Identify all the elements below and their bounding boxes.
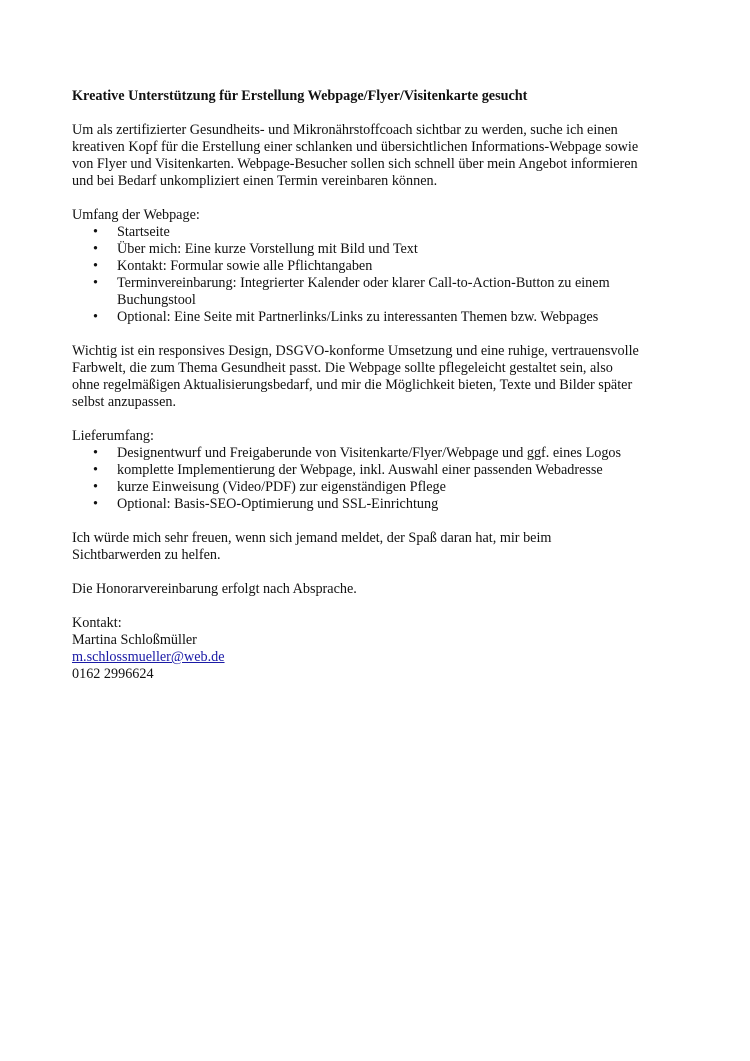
bullet-icon: • bbox=[93, 445, 98, 461]
delivery-heading: Lieferumfang: bbox=[72, 428, 154, 444]
intro-line: von Flyer und Visitenkarten. Webpage-Besucher sollen sich schnell über mein Angebot informieren bbox=[72, 156, 638, 172]
list-item bbox=[72, 479, 682, 496]
list-item bbox=[72, 258, 682, 275]
list-item bbox=[72, 462, 682, 479]
list-item bbox=[72, 309, 682, 326]
intro-line: Um als zertifizierter Gesundheits- und Mikronährstoffcoach sichtbar zu werden, suche ich einen bbox=[72, 122, 618, 138]
bullet-icon: • bbox=[93, 479, 98, 495]
list-item-text: komplette Implementierung der Webpage, inkl. Auswahl einer passenden Webadresse bbox=[117, 462, 603, 478]
list-item-text: Über mich: Eine kurze Vorstellung mit Bild und Text bbox=[117, 241, 418, 257]
list-item-text: Optional: Basis-SEO-Optimierung und SSL-Einrichtung bbox=[117, 496, 439, 512]
closing-paragraph bbox=[72, 530, 682, 564]
bullet-icon: • bbox=[93, 309, 98, 325]
list-item-text: Designentwurf und Freigaberunde von Visitenkarte/Flyer/Webpage und ggf. eines Logos bbox=[117, 445, 622, 461]
bullet-icon: • bbox=[93, 241, 98, 257]
design-line: ohne regelmäßigen Aktualisierungsbedarf, und mir die Möglichkeit bieten, Texte und Bilder später bbox=[72, 377, 633, 393]
list-item-text-continuation: Buchungstool bbox=[117, 292, 196, 308]
list-item bbox=[72, 224, 682, 241]
closing-line: Ich würde mich sehr freuen, wenn sich jemand meldet, der Spaß daran hat, mir beim bbox=[72, 530, 552, 546]
contact-heading: Kontakt: bbox=[72, 615, 122, 631]
design-line: Farbwelt, die zum Thema Gesundheit passt. Die Webpage sollte pflegeleicht gestaltet sein, also bbox=[72, 360, 613, 376]
scope-list bbox=[72, 224, 682, 326]
design-paragraph bbox=[72, 343, 682, 411]
contact-phone: 0162 2996624 bbox=[72, 666, 154, 682]
intro-line: und bei Bedarf unkompliziert einen Termin vereinbaren können. bbox=[72, 173, 438, 189]
bullet-icon: • bbox=[93, 496, 98, 512]
delivery-list bbox=[72, 445, 682, 513]
list-item-text: Optional: Eine Seite mit Partnerlinks/Links zu interessanten Themen bzw. Webpages bbox=[117, 309, 599, 325]
scope-heading: Umfang der Webpage: bbox=[72, 207, 200, 223]
list-item-text: Kontakt: Formular sowie alle Pflichtangaben bbox=[117, 258, 373, 274]
list-item bbox=[72, 496, 682, 513]
bullet-icon: • bbox=[93, 462, 98, 478]
closing-line: Sichtbarwerden zu helfen. bbox=[72, 547, 221, 563]
bullet-icon: • bbox=[93, 224, 98, 240]
intro-line: kreativen Kopf für die Erstellung einer schlanken und übersichtlichen Informations-Webpage sowie bbox=[72, 139, 639, 155]
list-item bbox=[72, 241, 682, 258]
list-item-text: Terminvereinbarung: Integrierter Kalender oder klarer Call-to-Action-Button zu einem bbox=[117, 275, 610, 291]
design-line: Wichtig ist ein responsives Design, DSGVO-konforme Umsetzung und eine ruhige, vertrauensvolle bbox=[72, 343, 639, 359]
document-page bbox=[72, 88, 682, 683]
list-item bbox=[72, 275, 682, 309]
list-item-text: Startseite bbox=[117, 224, 170, 240]
contact-block bbox=[72, 615, 682, 683]
contact-name: Martina Schloßmüller bbox=[72, 632, 197, 648]
email-link[interactable]: m.schlossmueller@web.de bbox=[72, 649, 225, 665]
design-line: selbst anzupassen. bbox=[72, 394, 177, 410]
list-item bbox=[72, 445, 682, 462]
document-title: Kreative Unterstützung für Erstellung Webpage/Flyer/Visitenkarte gesucht bbox=[72, 88, 528, 104]
list-item-text: kurze Einweisung (Video/PDF) zur eigenständigen Pflege bbox=[117, 479, 446, 495]
bullet-icon: • bbox=[93, 258, 98, 274]
bullet-icon: • bbox=[93, 275, 98, 291]
fee-paragraph: Die Honorarvereinbarung erfolgt nach Absprache. bbox=[72, 581, 357, 597]
intro-paragraph bbox=[72, 122, 682, 190]
